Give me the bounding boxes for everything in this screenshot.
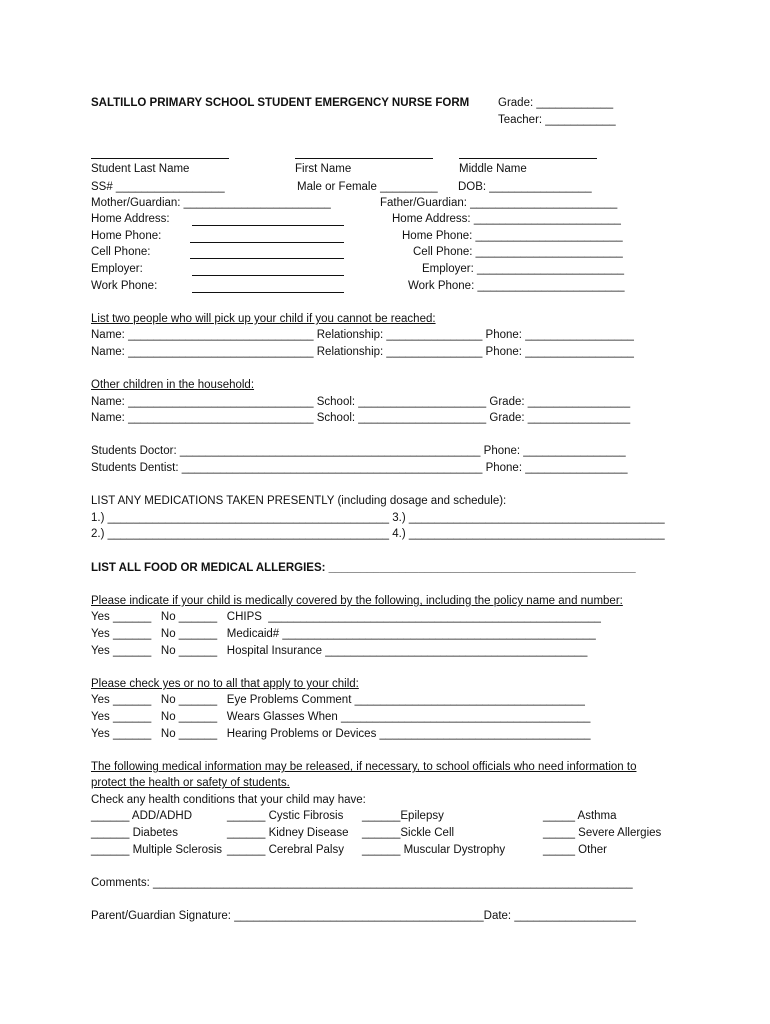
pickup-row-2[interactable]: Name: _____________________________ Relationship: _______________ Phone: _________________ <box>91 346 634 358</box>
condition-diabetes[interactable]: ______ Diabetes <box>91 827 178 839</box>
first-name-line[interactable] <box>295 158 433 159</box>
father-guardian-field[interactable]: Father/Guardian: _______________________ <box>380 197 618 209</box>
left-cell-phone-line[interactable] <box>190 258 344 259</box>
condition-sickle-cell[interactable]: ______Sickle Cell <box>362 827 455 839</box>
middle-name-label: Middle Name <box>459 163 527 175</box>
left-cell-phone-label: Cell Phone: <box>91 246 151 258</box>
left-home-address-label: Home Address: <box>91 213 170 225</box>
condition-muscular-dystrophy[interactable]: ______ Muscular Dystrophy <box>362 844 506 856</box>
left-work-phone-line[interactable] <box>192 292 344 293</box>
condition-other[interactable]: _____ Other <box>543 844 607 856</box>
form-title: SALTILLO PRIMARY SCHOOL STUDENT EMERGENCY NURSE FORM <box>91 97 470 109</box>
pickup-heading: List two people who will pick up your child if you cannot be reached: <box>91 313 436 325</box>
medications-heading: LIST ANY MEDICATIONS TAKEN PRESENTLY (including dosage and schedule): <box>91 495 507 507</box>
checks-heading: Please check yes or no to all that apply to your child: <box>91 678 359 690</box>
child-row-1[interactable]: Name: _____________________________ School: ____________________ Grade: ________________ <box>91 396 631 408</box>
first-name-label: First Name <box>295 163 352 175</box>
last-name-line[interactable] <box>91 158 229 159</box>
comments-field[interactable]: Comments: ___________________________________________________________________________ <box>91 877 633 889</box>
condition-epilepsy[interactable]: ______Epilepsy <box>362 810 444 822</box>
mother-guardian-field[interactable]: Mother/Guardian: _______________________ <box>91 197 331 209</box>
dentist-field[interactable]: Students Dentist: _______________________________________________ Phone: ________________ <box>91 462 628 474</box>
condition-add-adhd[interactable]: ______ ADD/ADHD <box>91 810 192 822</box>
right-cell-phone-field[interactable]: Cell Phone: _______________________ <box>413 246 623 258</box>
condition-kidney-disease[interactable]: ______ Kidney Disease <box>227 827 349 839</box>
sex-field[interactable]: Male or Female _________ <box>297 181 438 193</box>
coverage-chips-row[interactable]: Yes ______ No ______ CHIPS ____________________________________________________ <box>91 611 601 623</box>
left-home-address-line[interactable] <box>192 225 344 226</box>
coverage-medicaid-row[interactable]: Yes ______ No ______ Medicaid# _________________________________________________ <box>91 628 596 640</box>
condition-severe-allergies[interactable]: _____ Severe Allergies <box>543 827 662 839</box>
signature-field[interactable]: Parent/Guardian Signature: _______________________________________Date: ___________________ <box>91 910 636 922</box>
middle-name-line[interactable] <box>459 158 597 159</box>
dob-field[interactable]: DOB: ________________ <box>458 181 592 193</box>
left-home-phone-line[interactable] <box>190 242 344 243</box>
coverage-hospital-row[interactable]: Yes ______ No ______ Hospital Insurance _________________________________________ <box>91 645 588 657</box>
left-employer-line[interactable] <box>192 275 344 276</box>
right-employer-field[interactable]: Employer: _______________________ <box>422 263 625 275</box>
release-line-1: The following medical information may be released, if necessary, to school officials who need information to <box>91 761 637 773</box>
coverage-heading: Please indicate if your child is medically covered by the following, including the policy name and number: <box>91 595 623 607</box>
release-line-2: protect the health or safety of students. <box>91 777 290 789</box>
children-heading: Other children in the household: <box>91 379 255 391</box>
condition-cystic-fibrosis[interactable]: ______ Cystic Fibrosis <box>227 810 344 822</box>
pickup-row-1[interactable]: Name: _____________________________ Relationship: _______________ Phone: _________________ <box>91 329 634 341</box>
condition-cerebral-palsy[interactable]: ______ Cerebral Palsy <box>227 844 344 856</box>
medications-row-2[interactable]: 2.) ____________________________________________ 4.) ________________________________________ <box>91 528 665 540</box>
left-work-phone-label: Work Phone: <box>91 280 158 292</box>
allergies-field[interactable]: LIST ALL FOOD OR MEDICAL ALLERGIES: ________________________________________________ <box>91 562 636 574</box>
conditions-instruction: Check any health conditions that your child may have: <box>91 794 366 806</box>
check-glasses-row[interactable]: Yes ______ No ______ Wears Glasses When _______________________________________ <box>91 711 591 723</box>
check-eye-row[interactable]: Yes ______ No ______ Eye Problems Comment ____________________________________ <box>91 694 585 706</box>
left-employer-label: Employer: <box>91 263 143 275</box>
right-home-address-field[interactable]: Home Address: _______________________ <box>392 213 621 225</box>
child-row-2[interactable]: Name: _____________________________ School: ____________________ Grade: ________________ <box>91 412 631 424</box>
left-home-phone-label: Home Phone: <box>91 230 162 242</box>
check-hearing-row[interactable]: Yes ______ No ______ Hearing Problems or Devices _________________________________ <box>91 728 591 740</box>
right-home-phone-field[interactable]: Home Phone: _______________________ <box>402 230 623 242</box>
condition-asthma[interactable]: _____ Asthma <box>543 810 617 822</box>
teacher-field[interactable]: Teacher: ___________ <box>498 114 616 126</box>
doctor-field[interactable]: Students Doctor: _______________________________________________ Phone: ________________ <box>91 445 626 457</box>
last-name-label: Student Last Name <box>91 163 190 175</box>
ss-field[interactable]: SS# _________________ <box>91 181 225 193</box>
right-work-phone-field[interactable]: Work Phone: _______________________ <box>408 280 625 292</box>
condition-multiple-sclerosis[interactable]: ______ Multiple Sclerosis <box>91 844 223 856</box>
grade-field[interactable]: Grade: ____________ <box>498 97 614 109</box>
medications-row-1[interactable]: 1.) ____________________________________________ 3.) ________________________________________ <box>91 512 665 524</box>
